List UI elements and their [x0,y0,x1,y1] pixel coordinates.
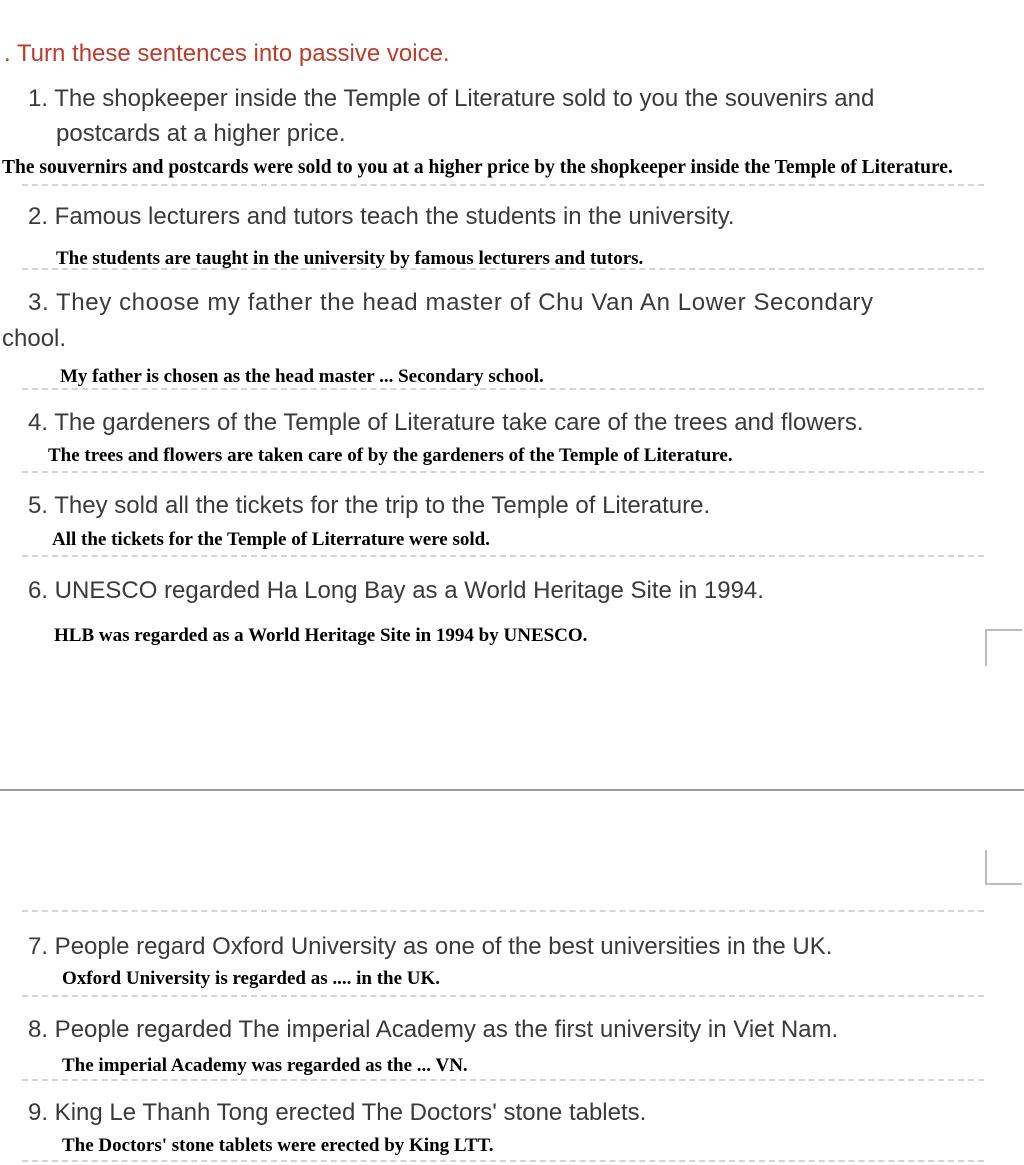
crop-corner-bottom [984,848,1024,888]
exercise-heading: . Turn these sentences into passive voice. [4,40,450,67]
page-separator [0,789,1024,791]
answer-8: The imperial Academy was regarded as the ... VN. [62,1055,468,1076]
answer-line-4 [22,471,984,473]
question-1-line-2: postcards at a higher price. [56,120,346,147]
answer-line-9 [22,1160,984,1162]
question-1-line-1: 1. The shopkeeper inside the Temple of Literature sold to you the souvenirs and [28,85,875,112]
answer-2: The students are taught in the university by famous lecturers and tutors. [56,248,644,269]
answer-line-2 [22,268,984,270]
answer-6: HLB was regarded as a World Heritage Site in 1994 by UNESCO. [54,625,588,646]
answer-1: The souvernirs and postcards were sold to you at a higher price by the shopkeeper inside the Temple of Literature. [2,157,953,178]
answer-line-1 [22,184,984,186]
question-7: 7. People regard Oxford University as one of the best universities in the UK. [28,933,833,960]
answer-5: All the tickets for the Temple of Literrature were sold. [52,529,490,550]
answer-line-3 [22,388,984,390]
question-3-line-1: 3. They choose my father the head master of Chu Van An Lower Secondary [28,289,874,316]
answer-7: Oxford University is regarded as .... in the UK. [62,968,441,989]
question-4: 4. The gardeners of the Temple of Literature take care of the trees and flowers. [28,409,864,436]
question-9: 9. King Le Thanh Tong erected The Doctors' stone tablets. [28,1099,647,1126]
answer-3: My father is chosen as the head master ... Secondary school. [60,366,544,387]
question-6: 6. UNESCO regarded Ha Long Bay as a World Heritage Site in 1994. [28,577,764,604]
answer-4: The trees and flowers are taken care of by the gardeners of the Temple of Literature. [48,445,733,466]
answer-9: The Doctors' stone tablets were erected by King LTT. [62,1135,494,1156]
question-5: 5. They sold all the tickets for the trip to the Temple of Literature. [28,492,711,519]
question-3-line-2: chool. [2,325,67,352]
crop-corner-top [984,628,1024,668]
question-8: 8. People regarded The imperial Academy as the first university in Viet Nam. [28,1016,839,1043]
answer-line-7 [22,995,984,997]
answer-line-5 [22,555,984,557]
question-2: 2. Famous lecturers and tutors teach the students in the university. [28,203,735,230]
answer-line-8 [22,1079,984,1081]
answer-line-6 [22,910,984,912]
